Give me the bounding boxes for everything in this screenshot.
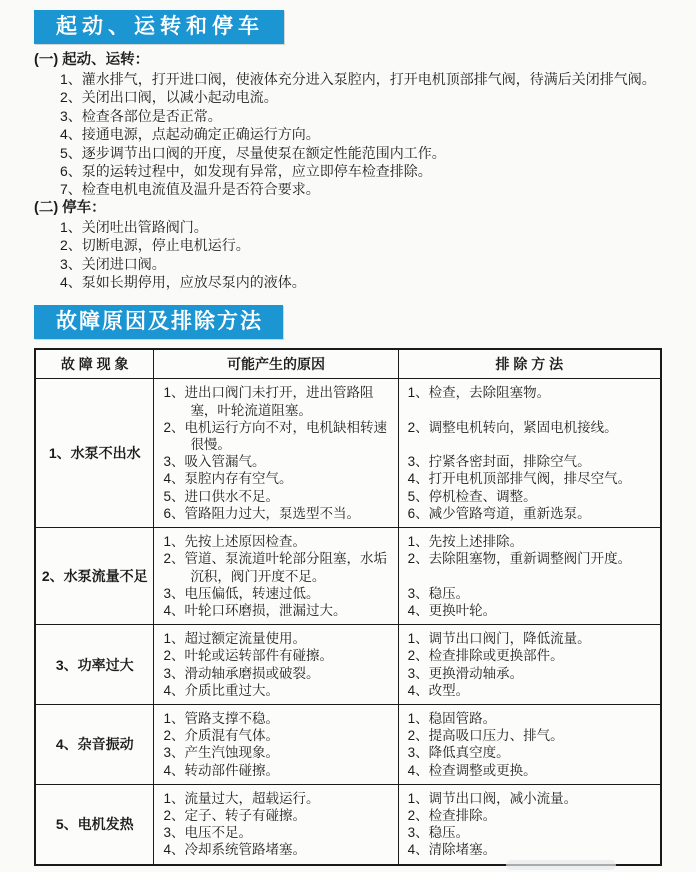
cell-line: 4、改型。: [407, 682, 470, 698]
cell-line: 1、调节出口阀，减小流量。: [407, 790, 578, 806]
list-item: 4、接通电源，点起动确定正确运行方向。: [60, 126, 320, 143]
table-row: [35, 704, 661, 784]
cell-line: 1、检查，去除阻塞物。: [407, 385, 551, 401]
remedies-cell: [398, 704, 661, 784]
table-row: [35, 379, 661, 528]
cell-line: 1、调节出口阀门，降低流量。: [407, 631, 591, 647]
list-item: 6、泵的运转过程中，如发现有异常，应立即停车检查排除。: [60, 163, 432, 180]
remedies-cell: [398, 528, 661, 625]
cell-line: 6、管路阻力过大，泵选型不当。: [163, 505, 360, 521]
table-row: [35, 625, 661, 705]
fault-section-title: 故障原因及排除方法: [34, 305, 283, 339]
cell-line: 3、产生汽蚀现象。: [163, 745, 279, 761]
cell-line: 2、电机运行方向不对，电机缺相转速很慢。: [163, 419, 387, 453]
list-item: 4、泵如长期停用，应放尽泵内的液体。: [60, 274, 306, 291]
header-row: [35, 349, 661, 379]
cell-line: 3、稳压。: [407, 585, 470, 601]
cell-line: [408, 402, 654, 419]
cell-line: 4、介质比重过大。: [163, 682, 279, 698]
cell-line: [408, 568, 654, 585]
group-label: (二) 停车：: [34, 199, 106, 216]
group-label: (一) 起动、运转：: [34, 52, 150, 68]
phenomenon-cell: 3、功率过大: [35, 625, 154, 705]
cell-line: 5、停机检查、调整。: [407, 488, 537, 504]
causes-cell: [154, 784, 398, 864]
cell-line: 2、定子、转子有碰擦。: [163, 807, 306, 823]
cell-line: 2、检查排除或更换部件。: [407, 648, 564, 664]
fault-table-header: [35, 349, 661, 379]
list-item: 2、切断电源，停止电机运行。: [60, 237, 250, 254]
cell-line: 2、管道、泵流道叶轮部分阻塞，水垢沉积，阀门开度不足。: [163, 551, 387, 584]
cell-line: 4、叶轮口环磨损，泄漏过大。: [163, 602, 347, 618]
cell-line: 1、先按上述排除。: [407, 534, 524, 550]
remedies-cell: [398, 625, 661, 705]
cell-line: 1、超过额定流量使用。: [163, 631, 306, 647]
cell-line: 4、冷却系统管路堵塞。: [163, 842, 306, 858]
cell-line: 4、打开电机顶部排气阀，排尽空气。: [407, 471, 632, 487]
phenomenon-cell: 2、水泵流量不足: [35, 528, 154, 625]
phenomenon-cell: 5、电机发热: [35, 784, 154, 864]
list-item: 5、逐步调节出口阀的开度，尽量使泵在额定性能范围内工作。: [60, 144, 446, 161]
cell-line: 4、清除堵塞。: [407, 842, 497, 858]
cell-line: 3、更换滑动轴承。: [407, 665, 524, 681]
cell-line: 2、去除阻塞物，重新调整阀门开度。: [407, 551, 632, 567]
table-row: [35, 528, 661, 625]
remedies-cell: [398, 379, 661, 528]
causes-cell: [154, 379, 398, 528]
cell-line: 3、电压不足。: [163, 825, 252, 841]
cell-line: 3、拧紧各密封面，排除空气。: [407, 454, 591, 470]
cell-line: 3、滑动轴承磨损或破裂。: [163, 665, 320, 681]
startup-section-title: 起动、运转和停车: [34, 10, 284, 44]
causes-cell: [154, 704, 398, 784]
list-item: 1、关闭吐出管路阀门。: [60, 218, 208, 235]
remedies-cell: [398, 784, 661, 864]
cell-line: 1、流量过大，超载运行。: [163, 790, 320, 806]
cell-line: 3、电压偏低，转速过低。: [163, 585, 320, 601]
phenomenon-cell: 1、水泵不出水: [35, 379, 154, 528]
list-item: 2、关闭出口阀，以减小起动电流。: [60, 89, 278, 106]
causes-cell: [154, 528, 398, 625]
column-header-phenomenon: 故 障 现 象: [35, 349, 154, 379]
cell-line: 2、检查排除。: [407, 807, 497, 823]
cell-line: 3、降低真空度。: [407, 745, 510, 761]
list-item: 1、灌水排气，打开进口阀，使液体充分进入泵腔内，打开电机顶部排气阀，待满后关闭排气阀。: [60, 71, 656, 87]
causes-cell: [154, 625, 398, 705]
cell-line: 4、转动部件碰擦。: [163, 762, 279, 778]
fault-table: [34, 348, 662, 865]
cell-line: 2、介质混有气体。: [163, 728, 279, 744]
cell-line: 2、叶轮或运转部件有碰擦。: [163, 648, 333, 664]
cell-line: 5、进口供水不足。: [163, 488, 279, 504]
cell-line: 2、提高吸口压力、排气。: [407, 728, 564, 744]
fault-table-body: [35, 379, 661, 865]
cell-line: 1、先按上述原因检查。: [163, 534, 306, 550]
cell-line: [408, 436, 654, 453]
cell-line: 1、管路支撑不稳。: [163, 710, 279, 726]
column-header-causes: 可能产生的原因: [154, 349, 398, 379]
cell-line: 3、稳压。: [407, 825, 470, 841]
cell-line: 3、吸入管漏气。: [163, 454, 266, 470]
cell-line: 6、减少管路弯道，重新选泵。: [407, 505, 591, 521]
cell-line: 2、调整电机转向，紧固电机接线。: [407, 419, 618, 435]
cell-line: 4、更换叶轮。: [407, 602, 497, 618]
startup-instructions: [34, 51, 662, 291]
cell-line: 1、进出口阀门未打开，进出管路阻塞，叶轮流道阻塞。: [163, 385, 374, 418]
list-item: 3、检查各部位是否正常。: [60, 107, 222, 124]
cell-line: 1、稳固管路。: [407, 710, 497, 726]
cell-line: 4、检查调整或更换。: [407, 762, 537, 778]
cell-line: 4、泵腔内存有空气。: [163, 471, 293, 487]
column-header-remedies: 排 除 方 法: [398, 349, 661, 379]
phenomenon-cell: 4、杂音振动: [35, 704, 154, 784]
list-item: 7、检查电机电流值及温升是否符合要求。: [60, 181, 320, 198]
table-row: [35, 784, 661, 864]
list-item: 3、关闭进口阀。: [60, 255, 166, 272]
faint-scan-watermark: [506, 860, 616, 870]
